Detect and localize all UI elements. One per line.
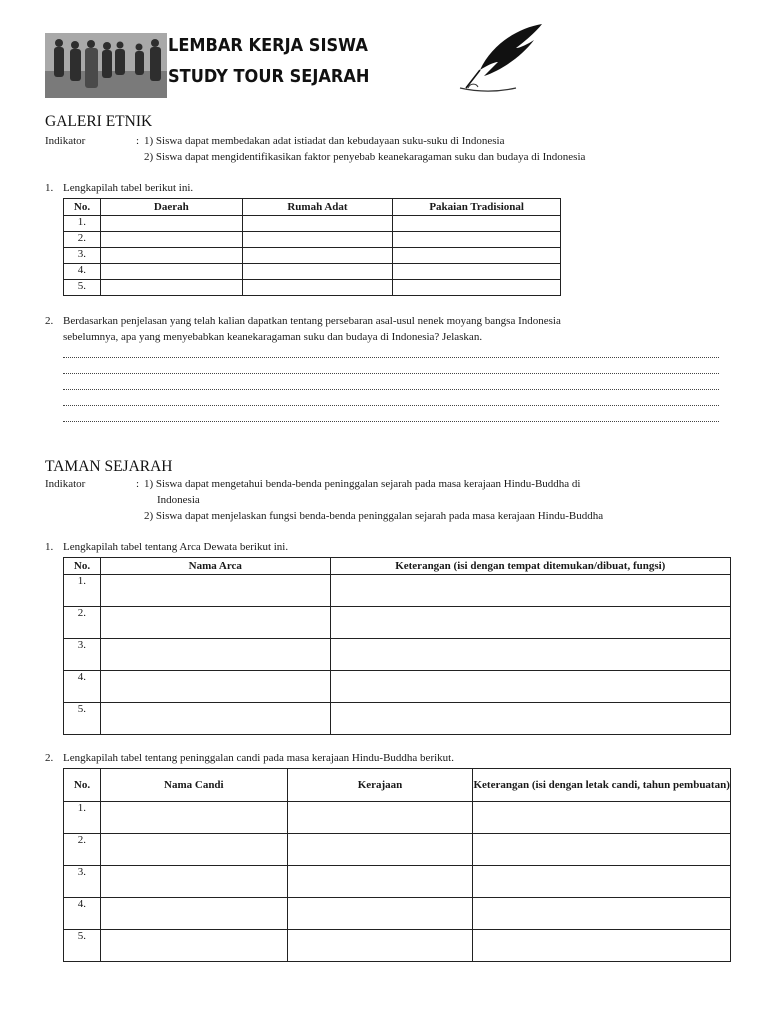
historical-photo-figures: [45, 33, 167, 98]
cell-keterangan[interactable]: [473, 802, 731, 834]
galeri-q2-line2: sebelumnya, apa yang menyebabkan keanekaragaman suku dan budaya di Indonesia? Jelaskan.: [63, 331, 483, 343]
galeri-table-header-no: No.: [64, 199, 101, 216]
table-row: [64, 802, 731, 834]
row-number: 2.: [64, 607, 101, 639]
table-row: [64, 607, 731, 639]
answer-line[interactable]: [63, 373, 719, 374]
answer-line[interactable]: [63, 357, 719, 358]
cell-pakaian[interactable]: [393, 264, 561, 280]
galeri-indikator-2: 2) Siswa dapat mengidentifikasikan faktor penyebab keanekaragaman suku dan budaya di Indonesia: [144, 151, 586, 163]
candi-table: [63, 768, 731, 962]
row-number: 2.: [64, 834, 101, 866]
cell-nama-candi[interactable]: [100, 802, 287, 834]
taman-section-title: TAMAN SEJARAH: [45, 458, 173, 475]
candi-table-header-kerajaan: Kerajaan: [287, 769, 473, 802]
taman-q2-number: 2.: [45, 752, 54, 764]
table-row: [64, 248, 561, 264]
table-row: [64, 866, 731, 898]
candi-table-header-keterangan: Keterangan (isi dengan letak candi, tahun pembuatan): [473, 769, 731, 802]
galeri-q1-text: Lengkapilah tabel berikut ini.: [63, 182, 194, 194]
cell-nama-candi[interactable]: [100, 898, 287, 930]
cell-keterangan[interactable]: [330, 703, 730, 735]
taman-indikator-label: Indikator: [45, 478, 86, 490]
cell-keterangan[interactable]: [473, 930, 731, 962]
table-row: [64, 671, 731, 703]
taman-indikator-colon: :: [136, 478, 140, 490]
cell-nama-arca[interactable]: [100, 639, 330, 671]
cell-pakaian[interactable]: [393, 248, 561, 264]
cell-nama-candi[interactable]: [100, 866, 287, 898]
row-number: 2.: [64, 232, 101, 248]
arca-table: [63, 557, 731, 735]
cell-pakaian[interactable]: [393, 216, 561, 232]
galeri-indikator-colon: :: [136, 135, 140, 147]
taman-indikator-1-cont: Indonesia: [157, 494, 200, 506]
row-number: 1.: [64, 575, 101, 607]
cell-keterangan[interactable]: [330, 671, 730, 703]
quill-feather-icon: [458, 22, 548, 94]
arca-table-header-keterangan: Keterangan (isi dengan tempat ditemukan/dibuat, fungsi): [330, 558, 730, 575]
cell-keterangan[interactable]: [330, 575, 730, 607]
row-number: 3.: [64, 248, 101, 264]
galeri-table-header-pakaian: Pakaian Tradisional: [393, 199, 561, 216]
arca-table-header-no: No.: [64, 558, 101, 575]
table-row: [64, 703, 731, 735]
candi-table-header-no: No.: [64, 769, 101, 802]
cell-daerah[interactable]: [100, 232, 242, 248]
table-row: [64, 639, 731, 671]
cell-kerajaan[interactable]: [287, 866, 473, 898]
galeri-indikator-label: Indikator: [45, 135, 86, 147]
cell-rumah-adat[interactable]: [242, 280, 393, 296]
row-number: 1.: [64, 216, 101, 232]
row-number: 5.: [64, 280, 101, 296]
table-row: [64, 264, 561, 280]
galeri-q1-number: 1.: [45, 182, 54, 194]
cell-keterangan[interactable]: [473, 834, 731, 866]
table-row: [64, 216, 561, 232]
cell-kerajaan[interactable]: [287, 898, 473, 930]
row-number: 1.: [64, 802, 101, 834]
row-number: 4.: [64, 898, 101, 930]
cell-kerajaan[interactable]: [287, 930, 473, 962]
cell-daerah[interactable]: [100, 248, 242, 264]
cell-keterangan[interactable]: [473, 898, 731, 930]
taman-indikator-1: 1) Siswa dapat mengetahui benda-benda peninggalan sejarah pada masa kerajaan Hindu-Buddha di: [144, 478, 581, 490]
taman-q2-text: Lengkapilah tabel tentang peninggalan candi pada masa kerajaan Hindu-Buddha berikut.: [63, 752, 454, 764]
cell-nama-arca[interactable]: [100, 607, 330, 639]
cell-daerah[interactable]: [100, 280, 242, 296]
candi-table-header-nama: Nama Candi: [100, 769, 287, 802]
worksheet-title-line1: LEMBAR KERJA SISWA: [168, 35, 368, 56]
table-row: [64, 834, 731, 866]
cell-rumah-adat[interactable]: [242, 232, 393, 248]
taman-indikator-2: 2) Siswa dapat menjelaskan fungsi benda-benda peninggalan sejarah pada masa kerajaan Hindu-Buddha: [144, 510, 604, 522]
galeri-indikator-1: 1) Siswa dapat membedakan adat istiadat dan kebudayaan suku-suku di Indonesia: [144, 135, 505, 147]
cell-nama-arca[interactable]: [100, 671, 330, 703]
row-number: 3.: [64, 866, 101, 898]
taman-q1-number: 1.: [45, 541, 54, 553]
cell-daerah[interactable]: [100, 216, 242, 232]
cell-rumah-adat[interactable]: [242, 264, 393, 280]
taman-q1-text: Lengkapilah tabel tentang Arca Dewata berikut ini.: [63, 541, 289, 553]
arca-table-header-nama: Nama Arca: [100, 558, 330, 575]
cell-nama-candi[interactable]: [100, 930, 287, 962]
answer-line[interactable]: [63, 389, 719, 390]
worksheet-title-line2: STUDY TOUR SEJARAH: [168, 66, 370, 87]
cell-daerah[interactable]: [100, 264, 242, 280]
cell-pakaian[interactable]: [393, 232, 561, 248]
cell-rumah-adat[interactable]: [242, 248, 393, 264]
table-row: [64, 575, 731, 607]
row-number: 5.: [64, 930, 101, 962]
galeri-q2-number: 2.: [45, 315, 54, 327]
galeri-table-header-daerah: Daerah: [100, 199, 242, 216]
table-row: [64, 232, 561, 248]
cell-kerajaan[interactable]: [287, 802, 473, 834]
cell-kerajaan[interactable]: [287, 834, 473, 866]
galeri-table: [63, 198, 561, 296]
cell-nama-candi[interactable]: [100, 834, 287, 866]
answer-line[interactable]: [63, 405, 719, 406]
cell-rumah-adat[interactable]: [242, 216, 393, 232]
row-number: 4.: [64, 671, 101, 703]
cell-keterangan[interactable]: [473, 866, 731, 898]
cell-pakaian[interactable]: [393, 280, 561, 296]
cell-nama-arca[interactable]: [100, 575, 330, 607]
historical-photo: [45, 33, 167, 98]
cell-keterangan[interactable]: [330, 607, 730, 639]
cell-keterangan[interactable]: [330, 639, 730, 671]
cell-nama-arca[interactable]: [100, 703, 330, 735]
table-row: [64, 280, 561, 296]
galeri-table-header-rumah-adat: Rumah Adat: [242, 199, 393, 216]
table-row: [64, 898, 731, 930]
galeri-q2-line1: Berdasarkan penjelasan yang telah kalian dapatkan tentang persebaran asal-usul nenek moyang bangsa Indonesia: [63, 315, 561, 327]
row-number: 4.: [64, 264, 101, 280]
galeri-section-title: GALERI ETNIK: [45, 113, 153, 130]
answer-line[interactable]: [63, 421, 719, 422]
row-number: 5.: [64, 703, 101, 735]
row-number: 3.: [64, 639, 101, 671]
table-row: [64, 930, 731, 962]
